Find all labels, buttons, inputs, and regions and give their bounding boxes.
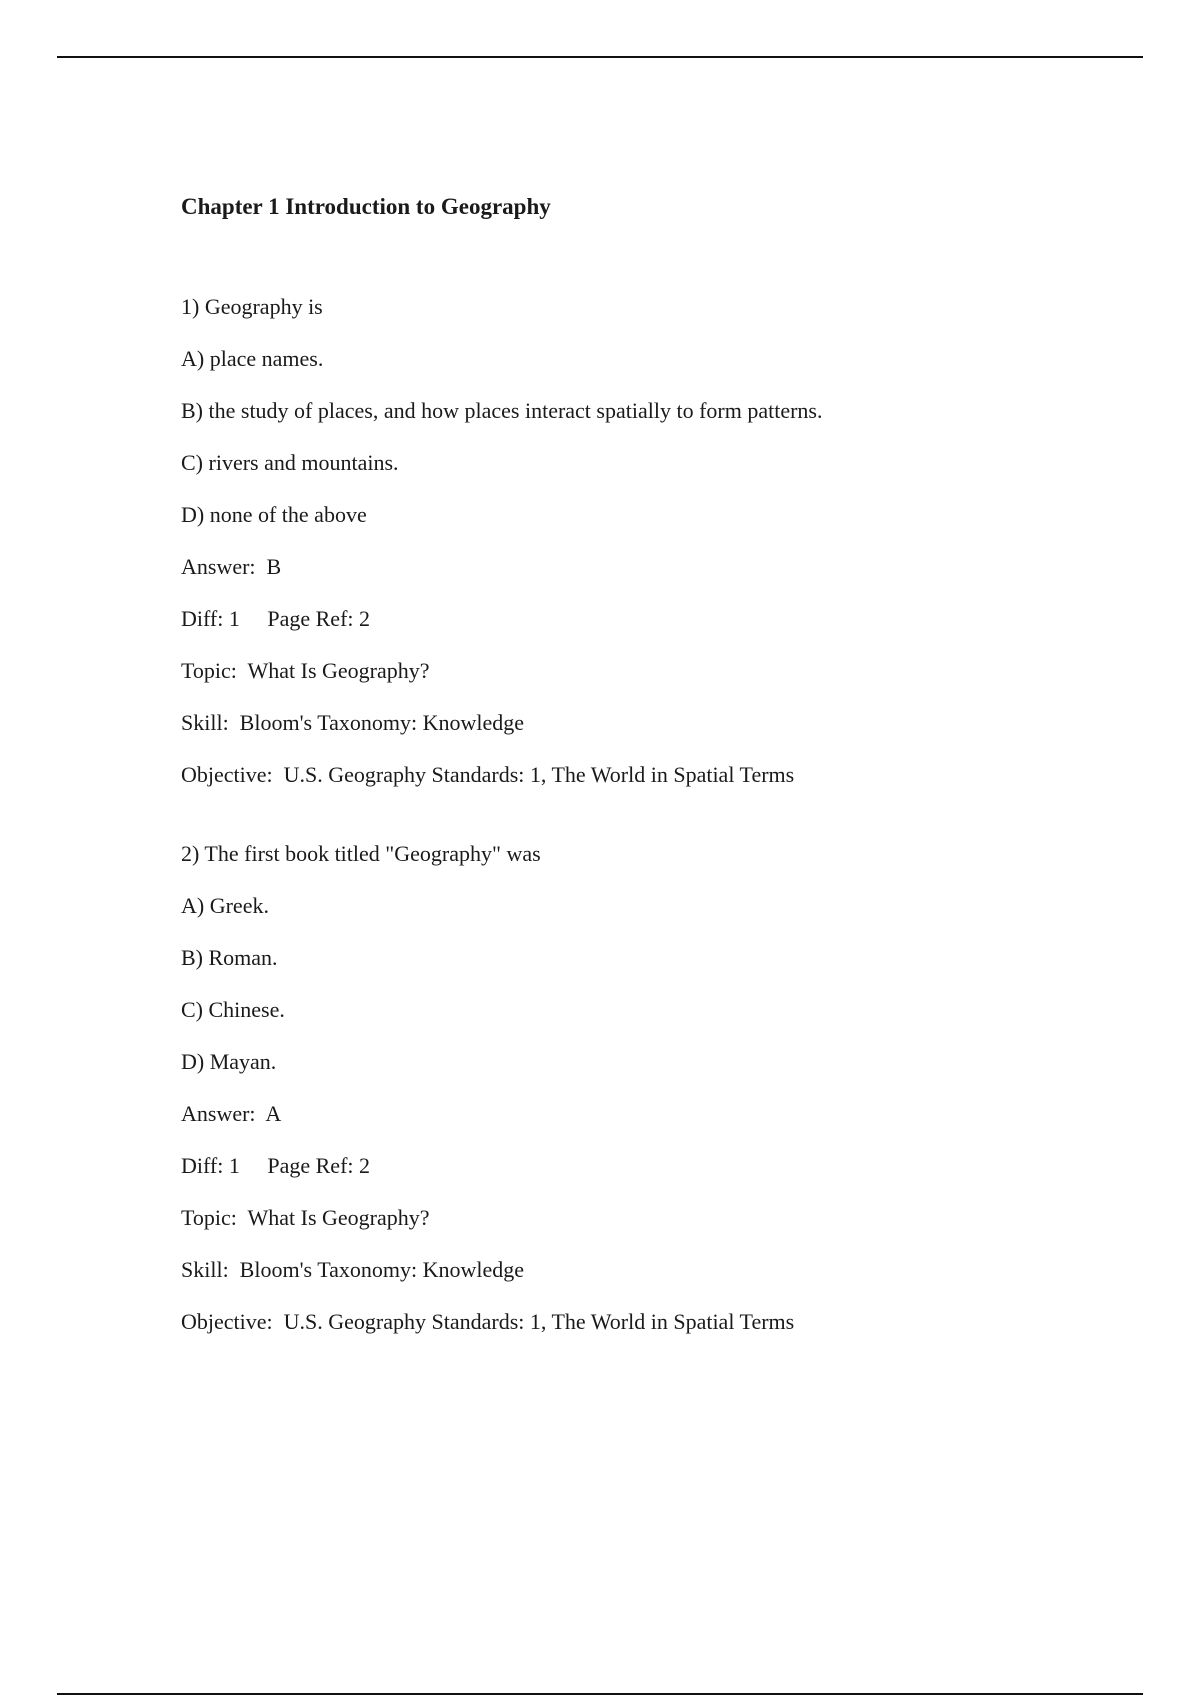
question-2 bbox=[181, 841, 1081, 1335]
answer: Answer: B bbox=[181, 554, 282, 579]
topic: Topic: What Is Geography? bbox=[181, 1205, 430, 1230]
option-a: A) Greek. bbox=[181, 893, 269, 918]
objective: Objective: U.S. Geography Standards: 1, The World in Spatial Terms bbox=[181, 762, 795, 787]
bottom-rule bbox=[57, 1693, 1143, 1695]
question-prompt: 1) Geography is bbox=[181, 294, 323, 319]
skill: Skill: Bloom's Taxonomy: Knowledge bbox=[181, 1257, 525, 1282]
question-prompt: 2) The first book titled "Geography" was bbox=[181, 841, 541, 866]
option-d: D) Mayan. bbox=[181, 1049, 277, 1074]
question-1 bbox=[181, 294, 1081, 788]
objective: Objective: U.S. Geography Standards: 1, The World in Spatial Terms bbox=[181, 1309, 795, 1334]
option-b: B) Roman. bbox=[181, 945, 278, 970]
option-b: B) the study of places, and how places interact spatially to form patterns. bbox=[181, 398, 823, 423]
skill: Skill: Bloom's Taxonomy: Knowledge bbox=[181, 710, 525, 735]
difficulty-page-ref: Diff: 1 Page Ref: 2 bbox=[181, 1153, 371, 1178]
option-c: C) rivers and mountains. bbox=[181, 450, 399, 475]
document-body bbox=[181, 190, 1081, 1335]
top-rule bbox=[57, 56, 1143, 58]
answer: Answer: A bbox=[181, 1101, 282, 1126]
option-a: A) place names. bbox=[181, 346, 324, 371]
option-d: D) none of the above bbox=[181, 502, 367, 527]
difficulty-page-ref: Diff: 1 Page Ref: 2 bbox=[181, 606, 371, 631]
chapter-title: Chapter 1 Introduction to Geography bbox=[181, 194, 551, 219]
topic: Topic: What Is Geography? bbox=[181, 658, 430, 683]
option-c: C) Chinese. bbox=[181, 997, 285, 1022]
